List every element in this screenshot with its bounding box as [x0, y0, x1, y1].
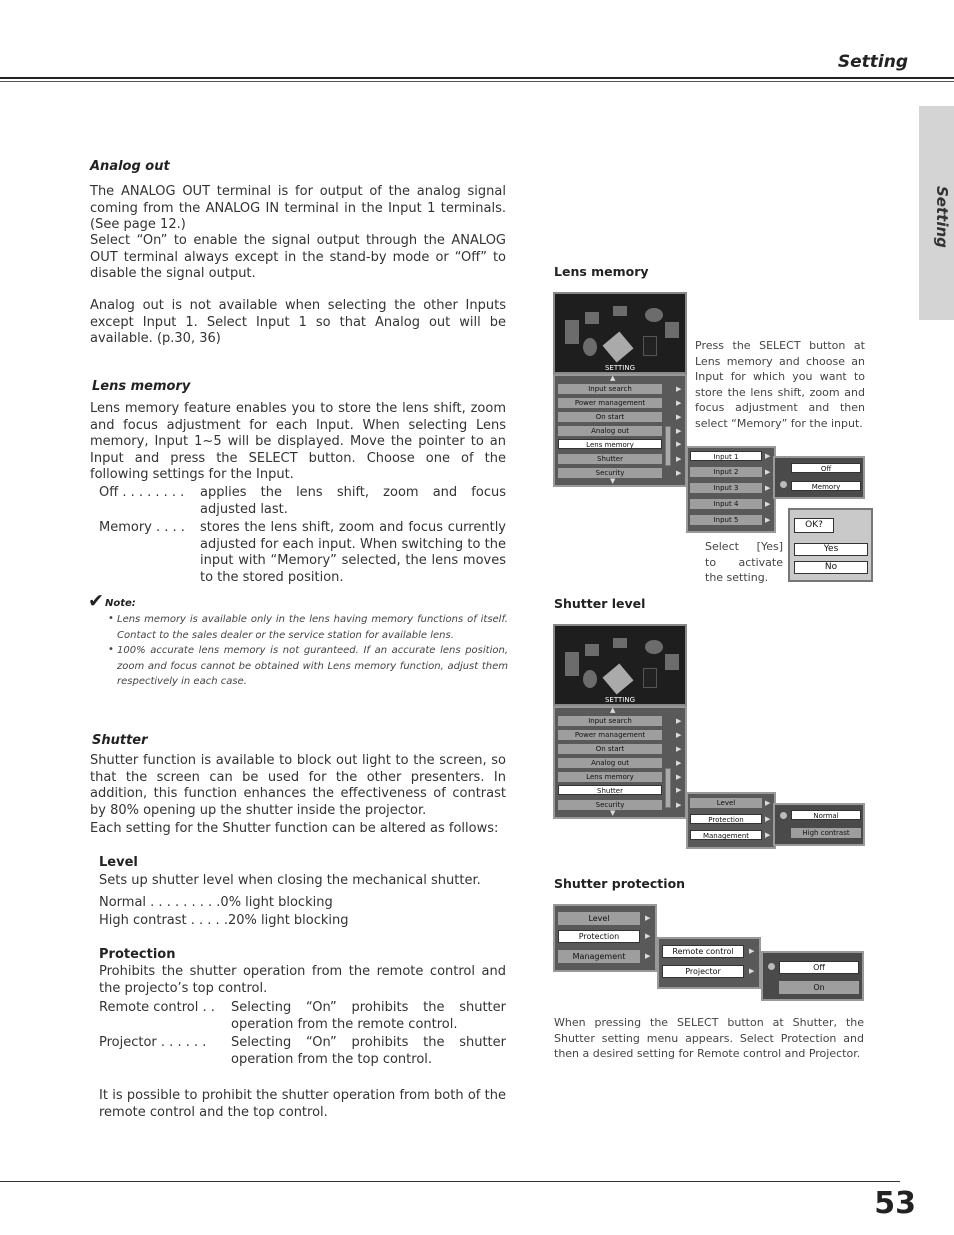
submenu-arrow-icon: ▶ — [765, 831, 771, 839]
submenu-arrow-icon: ▶ — [749, 947, 755, 955]
submenu-arrow-icon: ▶ — [676, 427, 682, 435]
submenu-arrow-icon: ▶ — [676, 399, 682, 407]
laptop-icon — [613, 306, 627, 316]
level-normal: Normal . . . . . . . . .0% light blocking — [99, 895, 333, 910]
shutter-management-item[interactable]: Management — [558, 950, 640, 963]
projector-item[interactable]: Projector — [662, 965, 744, 978]
wrench-icon — [603, 664, 634, 695]
setting-screen-icons — [553, 292, 687, 374]
scrollbar[interactable] — [665, 426, 671, 466]
menu-item-input-search[interactable]: Input search — [558, 716, 662, 726]
submenu-arrow-icon: ▶ — [765, 484, 771, 492]
remote-control-term: Remote control . . — [99, 1000, 215, 1015]
submenu-arrow-icon: ▶ — [676, 786, 682, 794]
submenu-arrow-icon: ▶ — [676, 440, 682, 448]
note-bullet: • — [108, 644, 114, 655]
lens-memory-paragraph: Lens memory feature enables you to store the lens shift, zoom and focus adjustment for each Input. When selecting Lens memory, Input 1~5 will be displayed. Move the pointer to an Input and press the SELECT button. Choose one of the following settings for the Input. — [90, 401, 506, 482]
menu-item-on-start[interactable]: On start — [558, 412, 662, 422]
scrollbar[interactable] — [665, 768, 671, 808]
shutter-heading: Shutter — [92, 733, 148, 748]
submenu-arrow-icon: ▶ — [765, 468, 771, 476]
input-2-item[interactable]: Input 2 — [690, 467, 762, 477]
footer-rule — [0, 1181, 900, 1182]
menu-item-shutter[interactable]: Shutter — [558, 454, 662, 464]
analog-out-paragraph-3: Analog out is not available when selecting the other Inputs except Input 1. Select Input 1 so that Analog out will be available. (p.30, 36) — [90, 298, 506, 346]
lens-memory-memory-definition: stores the lens shift, zoom and focus currently adjusted for each input. When switching to the input with “Memory” selected, the lens moves to the stored position. — [200, 520, 506, 585]
figure-lens-memory-caption: Press the SELECT button at Lens memory and choose an Input for which you want to store the lens shift, zoom and focus adjustment and then select “Memory” for the input. — [695, 339, 865, 430]
submenu-arrow-icon: ▶ — [676, 801, 682, 809]
protection-heading: Protection — [99, 947, 176, 962]
lens-memory-memory-term: Memory . . . . — [99, 520, 185, 535]
wrench-icon — [603, 332, 634, 363]
note-check-icon: ✔ — [88, 590, 104, 612]
level-option-high-contrast[interactable]: High contrast — [791, 828, 861, 838]
submenu-arrow-icon: ▶ — [676, 455, 682, 463]
projector-definition: Selecting “On” prohibits the shutter operation from the top control. — [231, 1035, 506, 1067]
scroll-down-icon[interactable]: ▼ — [610, 477, 616, 485]
submenu-arrow-icon: ▶ — [676, 731, 682, 739]
setting-screen-icons — [553, 624, 687, 706]
panel-icon — [643, 668, 657, 688]
setting-label: SETTING — [604, 696, 636, 704]
submenu-arrow-icon: ▶ — [645, 952, 651, 960]
menu-item-power-management[interactable]: Power management — [558, 398, 662, 408]
submenu-arrow-icon: ▶ — [749, 967, 755, 975]
shutter-protection-item[interactable]: Protection — [690, 814, 762, 824]
figure-shutter-protection-heading: Shutter protection — [554, 876, 686, 891]
radio-selected-icon — [768, 963, 775, 970]
submenu-arrow-icon: ▶ — [645, 932, 651, 940]
lens-option-memory[interactable]: Memory — [791, 481, 861, 491]
user-icon — [583, 670, 597, 688]
shutter-level-item[interactable]: Level — [690, 798, 762, 808]
tools-icon — [665, 322, 679, 338]
header-rule — [0, 77, 954, 79]
confirm-question: OK? — [794, 518, 834, 533]
option-on[interactable]: On — [779, 981, 859, 994]
protection-description: Prohibits the shutter operation from the remote control and the projecto’s top control. — [99, 964, 506, 996]
figure-lens-memory-heading: Lens memory — [554, 264, 649, 279]
level-description: Sets up shutter level when closing the mechanical shutter. — [99, 873, 481, 888]
lens-option-off[interactable]: Off — [791, 463, 861, 473]
monitor-icon — [585, 644, 599, 656]
lens-memory-off-definition: applies the lens shift, zoom and focus adjusted last. — [200, 485, 506, 517]
lens-memory-heading: Lens memory — [92, 379, 191, 394]
figure-shutter-protection-caption: When pressing the SELECT button at Shutter, the Shutter setting menu appears. Select Protection and then a desired setting for Remote control and Projector. — [554, 1016, 864, 1060]
confirm-no-button[interactable]: No — [794, 561, 868, 574]
remote-control-definition: Selecting “On” prohibits the shutter operation from the remote control. — [231, 1000, 506, 1032]
tools-icon — [665, 654, 679, 670]
scroll-down-icon[interactable]: ▼ — [610, 809, 616, 817]
level-heading: Level — [99, 855, 138, 870]
setting-menu — [553, 374, 687, 487]
setting-menu — [553, 706, 687, 819]
submenu-arrow-icon: ▶ — [765, 815, 771, 823]
menu-item-analog-out[interactable]: Analog out — [558, 758, 662, 768]
note-bullet: • — [108, 613, 114, 624]
note-label: Note: — [105, 598, 136, 609]
confirm-dialog — [788, 508, 873, 582]
level-option-menu — [773, 803, 865, 846]
shutter-level-item[interactable]: Level — [558, 912, 640, 925]
radio-selected-icon — [780, 481, 787, 488]
input-submenu — [686, 446, 776, 533]
input-4-item[interactable]: Input 4 — [690, 499, 762, 509]
menu-item-input-search[interactable]: Input search — [558, 384, 662, 394]
submenu-arrow-icon: ▶ — [676, 773, 682, 781]
page-number: 53 — [874, 1186, 916, 1221]
submenu-arrow-icon: ▶ — [765, 452, 771, 460]
shutter-final-paragraph: It is possible to prohibit the shutter operation from both of the remote control and the top control. — [99, 1088, 506, 1120]
submenu-arrow-icon: ▶ — [645, 914, 651, 922]
monitor-icon — [585, 312, 599, 324]
lens-memory-off-term: Off . . . . . . . . — [99, 485, 185, 500]
protection-submenu — [657, 937, 761, 989]
submenu-arrow-icon: ▶ — [676, 745, 682, 753]
level-option-normal[interactable]: Normal — [791, 810, 861, 820]
side-tab — [919, 106, 954, 320]
projector-stand-icon — [565, 320, 579, 344]
menu-item-lens-memory[interactable]: Lens memory — [558, 772, 662, 782]
submenu-arrow-icon: ▶ — [676, 385, 682, 393]
shutter-paragraph-1: Shutter function is available to block out light to the screen, so that the screen can be used for the other presenters. In addition, this function enhances the effectiveness of contrast by 80% opening up the shutter inside the projector. — [90, 753, 506, 818]
figure-lens-memory-caption-2: Select [Yes] to activate the setting. — [705, 540, 783, 584]
remote-control-item[interactable]: Remote control — [662, 945, 744, 958]
analog-out-heading: Analog out — [90, 159, 170, 174]
figure-shutter-level-heading: Shutter level — [554, 596, 646, 611]
panel-icon — [643, 336, 657, 356]
level-high-contrast: High contrast . . . . .20% light blocking — [99, 913, 349, 928]
submenu-arrow-icon: ▶ — [676, 759, 682, 767]
user-icon — [583, 338, 597, 356]
menu-item-lens-memory[interactable]: Lens memory — [558, 439, 662, 449]
input-5-item[interactable]: Input 5 — [690, 515, 762, 525]
laptop-icon — [613, 638, 627, 648]
menu-item-on-start[interactable]: On start — [558, 744, 662, 754]
shutter-submenu — [686, 792, 776, 849]
side-tab-label: Setting — [933, 186, 951, 248]
menu-item-shutter[interactable]: Shutter — [558, 785, 662, 795]
shutter-paragraph-2: Each setting for the Shutter function can be altered as follows: — [90, 821, 499, 836]
menu-item-security[interactable]: Security — [558, 468, 662, 478]
onoff-option-menu — [761, 951, 864, 1001]
menu-item-security[interactable]: Security — [558, 800, 662, 810]
note-item-1: Lens memory is available only in the lens having memory functions of itself. Contact to the sales dealer or the service station for available lens. — [117, 614, 508, 641]
note-item-2: 100% accurate lens memory is not guranteed. If an accurate lens position, zoom and focus cannot be obtained with Lens memory function, adjust them respectively in each case. — [117, 645, 508, 687]
projector-term: Projector . . . . . . — [99, 1035, 207, 1050]
option-off[interactable]: Off — [779, 961, 859, 974]
scroll-up-icon[interactable]: ▲ — [610, 374, 616, 382]
menu-item-analog-out[interactable]: Analog out — [558, 426, 662, 436]
menu-item-power-management[interactable]: Power management — [558, 730, 662, 740]
lens-option-menu — [773, 456, 865, 499]
shutter-submenu — [553, 904, 657, 972]
analog-out-paragraph-1: The ANALOG OUT terminal is for output of the analog signal coming from the ANALOG IN terminal in the Input 1 terminals. (See page 12.) — [90, 184, 506, 232]
people-icon — [645, 640, 663, 654]
input-1-item[interactable]: Input 1 — [690, 451, 762, 461]
input-3-item[interactable]: Input 3 — [690, 483, 762, 493]
submenu-arrow-icon: ▶ — [676, 469, 682, 477]
header-rule-thin — [0, 81, 954, 82]
confirm-yes-button[interactable]: Yes — [794, 543, 868, 556]
analog-out-paragraph-2: Select “On” to enable the signal output through the ANALOG OUT terminal always except in the stand-by mode or “Off” to disable the signal output. — [90, 233, 506, 281]
header-title: Setting — [837, 52, 908, 72]
radio-selected-icon — [780, 812, 787, 819]
scroll-up-icon[interactable]: ▲ — [610, 706, 616, 714]
submenu-arrow-icon: ▶ — [765, 500, 771, 508]
submenu-arrow-icon: ▶ — [676, 413, 682, 421]
submenu-arrow-icon: ▶ — [765, 516, 771, 524]
projector-stand-icon — [565, 652, 579, 676]
shutter-protection-item[interactable]: Protection — [558, 930, 640, 943]
shutter-management-item[interactable]: Management — [690, 830, 762, 840]
people-icon — [645, 308, 663, 322]
setting-label: SETTING — [604, 364, 636, 372]
submenu-arrow-icon: ▶ — [676, 717, 682, 725]
submenu-arrow-icon: ▶ — [765, 799, 771, 807]
